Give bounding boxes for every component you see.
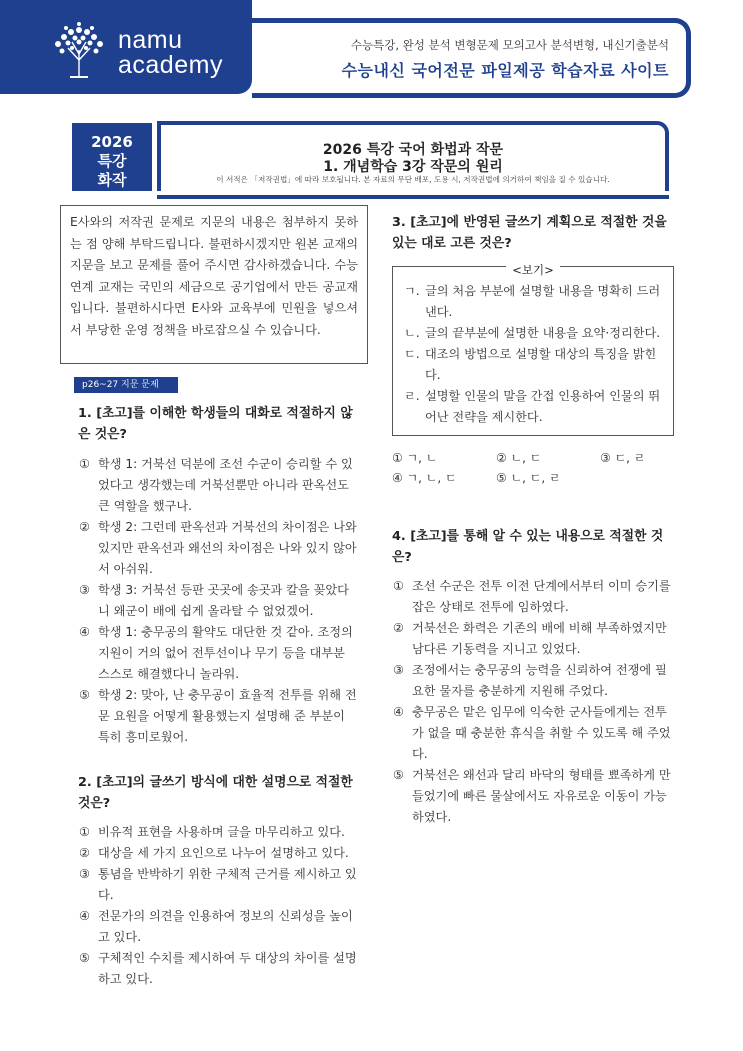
- logo-line-2: academy: [118, 51, 223, 79]
- question-2-title: 2. [초고]의 글쓰기 방식에 대한 설명으로 적절한 것은?: [78, 775, 353, 811]
- question-4-options: [392, 576, 674, 828]
- question-1-option[interactable]: ② 학생 2: 그런데 판옥선과 거북선의 차이점은 나와 있지만 판옥선과 왜선의 차이점은 나와 있지 않아서 아쉬워.: [79, 520, 357, 576]
- question-4-option[interactable]: ② 거북선은 화력은 기존의 배에 비해 부족하였지만 남다른 기동력을 지니고 있었다.: [393, 621, 667, 656]
- question-2-option[interactable]: ③ 통념을 반박하기 위한 구체적 근거를 제시하고 있다.: [79, 867, 357, 902]
- question-2-option[interactable]: ① 비유적 표현을 사용하며 글을 마무리하고 있다.: [79, 825, 345, 839]
- bogi-label: <보기>: [506, 263, 560, 277]
- bogi-box: [392, 263, 674, 436]
- question-1-option[interactable]: ① 학생 1: 거북선 덕분에 조선 수군이 승리할 수 있었다고 생각했는데 거북선뿐만 아니라 판옥선도 큰 역할을 했구나.: [79, 457, 353, 513]
- bogi-item: ㄷ. 대조의 방법으로 설명할 대상의 특징을 밝힌다.: [404, 347, 657, 382]
- header-main-title: 수능내신 국어전문 파일제공 학습자료 사이트: [341, 61, 669, 80]
- question-4-option[interactable]: ① 조선 수군은 전투 이전 단계에서부터 이미 승기를 잡은 상태로 전투에 임하였다.: [393, 579, 671, 614]
- question-3-choice[interactable]: ③ ㄷ, ㄹ: [600, 451, 646, 465]
- header-subtitle: 수능특강, 완성 분석 변형문제 모의고사 분석변형, 내신기출분석: [350, 38, 669, 52]
- badge-line-2: 특강: [97, 152, 127, 170]
- bogi-item: ㄹ. 설명할 인물의 말을 간접 인용하여 인물의 뛰어난 전략을 제시한다.: [404, 389, 661, 424]
- logo-line-1: namu: [118, 26, 183, 54]
- right-column: [392, 212, 674, 828]
- question-2-option[interactable]: ⑤ 구체적인 수치를 제시하여 두 대상의 차이를 설명하고 있다.: [79, 951, 357, 986]
- question-4-option[interactable]: ⑤ 거북선은 왜선과 달리 바닥의 형태를 뾰족하게 만들었기에 빠른 물살에서도 자유로운 이동이 가능하였다.: [393, 768, 671, 824]
- title-frame-bottom-line: [157, 189, 669, 199]
- bogi-item: ㄱ. 글의 처음 부분에 설명할 내용을 명확히 드러낸다.: [404, 284, 661, 319]
- logo-text: [118, 28, 223, 78]
- question-3-choice[interactable]: ① ㄱ, ㄴ: [392, 451, 438, 465]
- title-frame: [157, 121, 669, 191]
- question-1-option[interactable]: ⑤ 학생 2: 맞아, 난 충무공이 효율적 전투를 위해 전문 요원을 어떻게 활용했는지 설명해 준 부분이 특히 흥미로웠어.: [79, 688, 357, 744]
- question-1-title: 1. [초고]를 이해한 학생들의 대화로 적절하지 않은 것은?: [78, 406, 353, 442]
- question-3-choices: [392, 448, 674, 488]
- question-2-option[interactable]: ④ 전문가의 의견을 인용하여 정보의 신뢰성을 높이고 있다.: [79, 909, 353, 944]
- question-4-option[interactable]: ④ 충무공은 맡은 임무에 익숙한 군사들에게는 전투가 없을 때 충분한 휴식을 취할 수 있도록 해 주었다.: [393, 705, 671, 761]
- document-subtitle: 1. 개념학습 3강 작문의 원리: [323, 159, 503, 175]
- bogi-item: ㄴ. 글의 끝부분에 설명한 내용을 요약·정리한다.: [404, 326, 661, 340]
- question-4-option[interactable]: ③ 조정에서는 충무공의 능력을 신뢰하여 전쟁에 필요한 물자를 충분하게 지원해 주었다.: [393, 663, 667, 698]
- question-1-option[interactable]: ④ 학생 1: 충무공의 활약도 대단한 것 같아. 조정의 지원이 거의 없어 전투선이나 무기 등을 대부분 스스로 해결했다니 놀라워.: [79, 625, 353, 681]
- question-4-title: 4. [초고]를 통해 알 수 있는 내용으로 적절한 것은?: [392, 529, 664, 565]
- question-3-choice[interactable]: ④ ㄱ, ㄴ, ㄷ: [392, 471, 457, 485]
- copyright-notice-box: E사와의 저작권 문제로 지문의 내용은 첨부하지 못하는 점 양해 부탁드립니다. 불편하시겠지만 원본 교재의 지문을 보고 문제를 풀어 주시면 감사하겠습니다. 수능 연계 교재는 국민의 세금으로 공기업에서 만든 공교재입니다. 불편하시다면 E사와 교육부에 민원을 넣으셔서 부당한 운영 정책을 바로잡으실 수 있습니다.: [60, 205, 368, 364]
- site-header: [0, 0, 743, 96]
- tree-logo-icon: [46, 20, 112, 80]
- question-2-option[interactable]: ② 대상을 세 가지 요인으로 나누어 설명하고 있다.: [79, 846, 349, 860]
- badge-line-1: 2026: [91, 133, 133, 151]
- document-title: 2026 특강 국어 화법과 작문: [322, 142, 504, 158]
- question-3-choice[interactable]: ⑤ ㄴ, ㄷ, ㄹ: [496, 471, 561, 485]
- question-3-choice[interactable]: ② ㄴ, ㄷ: [496, 451, 542, 465]
- question-3-title: 3. [초고]에 반영된 글쓰기 계획으로 적절한 것을 있는 대로 고른 것은?: [392, 215, 667, 251]
- question-2-options: [78, 822, 360, 990]
- subject-badge: [72, 123, 152, 191]
- question-1-option[interactable]: ③ 학생 3: 거북선 등판 곳곳에 송곳과 칼을 꽂았다니 왜군이 배에 쉽게 올라탈 수 없었겠어.: [79, 583, 349, 618]
- badge-line-3: 화작: [97, 171, 127, 189]
- left-column: [78, 403, 360, 990]
- page-range-tag: p26~27 지문 문제: [74, 377, 178, 393]
- copyright-note: 이 서적은 「저작권법」에 따라 보호됩니다. 본 자료의 무단 배포, 도용 시, 저작권법에 의거하여 책임을 질 수 있습니다.: [216, 175, 610, 184]
- question-1-options: [78, 454, 360, 748]
